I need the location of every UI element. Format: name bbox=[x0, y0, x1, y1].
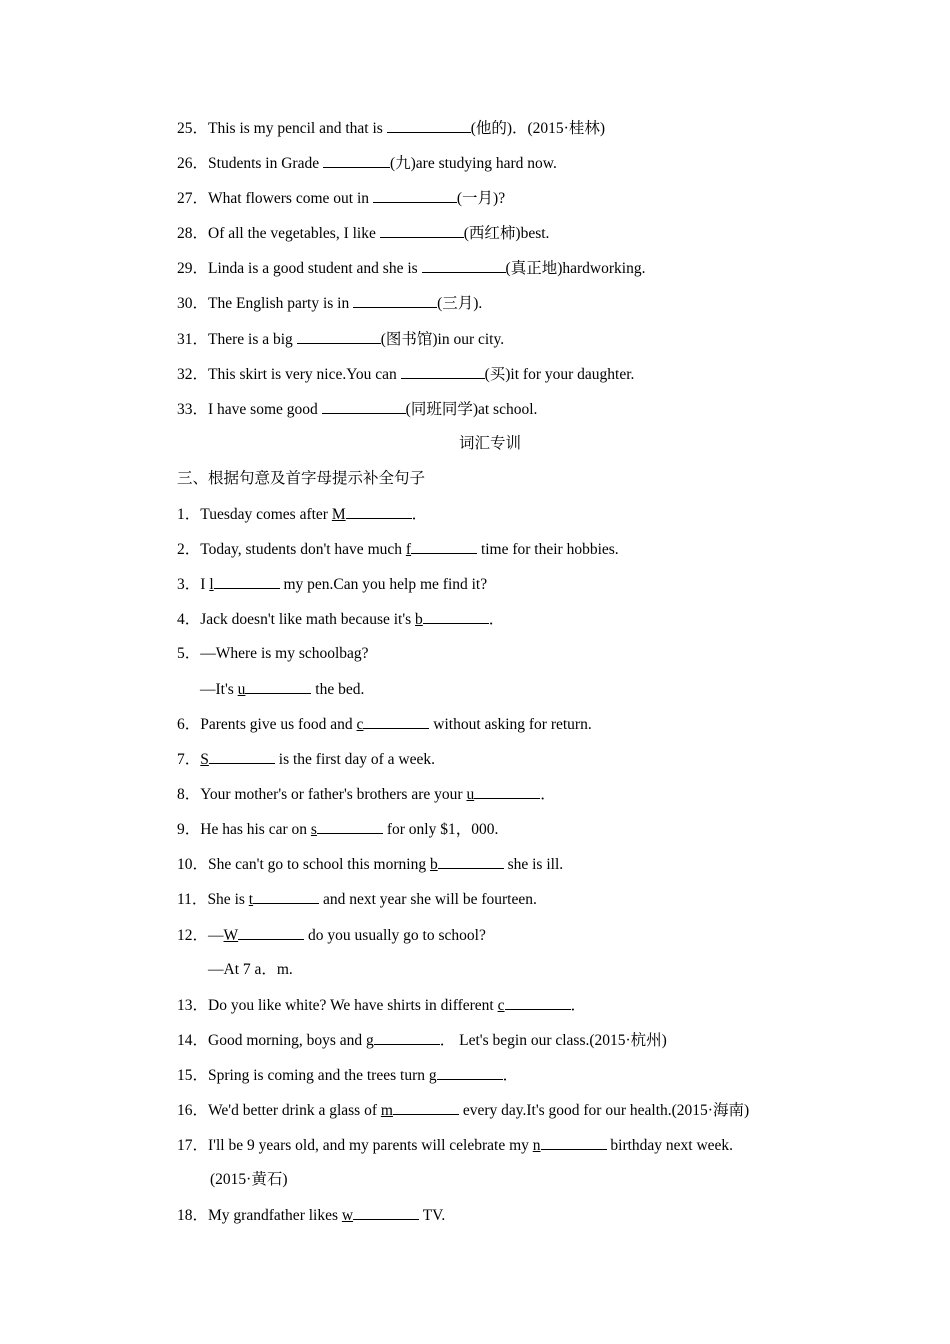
question-11: 11．She is t and next year she will be fourteen. bbox=[177, 891, 537, 908]
question-15: 15．Spring is coming and the trees turn g ． bbox=[177, 1067, 519, 1084]
answer-blank[interactable] bbox=[346, 504, 412, 519]
question-29: 29．Linda is a good student and she is (真正地)hardworking. bbox=[177, 260, 646, 277]
question-12: 12．—W do you usually go to school? bbox=[177, 927, 486, 944]
question-3: 3．I l my pen.Can you help me find it? bbox=[177, 576, 488, 593]
answer-blank[interactable] bbox=[505, 995, 571, 1010]
section-title: 词汇专训 bbox=[458, 435, 521, 452]
question-7: 7．S is the first day of a week. bbox=[177, 751, 436, 768]
question-25: 25．This is my pencil and that is (他的)．(2015·桂林) bbox=[177, 120, 605, 137]
part3-heading: 三、根据句意及首字母提示补全句子 bbox=[177, 470, 426, 487]
question-4: 4．Jack doesn't like math because it's b ． bbox=[177, 611, 505, 628]
question-14: 14．Good morning, boys and g ． Let's begin our class.(2015·杭州) bbox=[177, 1032, 667, 1049]
question-17-source: (2015·黄石) bbox=[210, 1171, 288, 1188]
answer-blank[interactable] bbox=[353, 1205, 419, 1220]
question-5-answer-line: —It's u the bed. bbox=[200, 681, 365, 698]
answer-blank[interactable] bbox=[245, 679, 311, 694]
answer-blank[interactable] bbox=[423, 609, 489, 624]
answer-blank[interactable] bbox=[317, 819, 383, 834]
answer-blank[interactable] bbox=[437, 1065, 503, 1080]
question-33: 33．I have some good (同班同学)at school. bbox=[177, 401, 538, 418]
question-13: 13．Do you like white? We have shirts in different c ． bbox=[177, 997, 587, 1014]
answer-blank[interactable] bbox=[322, 399, 406, 414]
answer-blank[interactable] bbox=[393, 1100, 459, 1115]
question-18: 18．My grandfather likes w TV. bbox=[177, 1207, 446, 1224]
answer-blank[interactable] bbox=[387, 118, 471, 133]
answer-blank[interactable] bbox=[253, 889, 319, 904]
answer-blank[interactable] bbox=[374, 1030, 440, 1045]
question-30: 30．The English party is in (三月). bbox=[177, 295, 483, 312]
answer-blank[interactable] bbox=[438, 854, 504, 869]
question-1: 1．Tuesday comes after M ． bbox=[177, 506, 428, 523]
answer-blank[interactable] bbox=[323, 153, 390, 168]
question-9: 9．He has his car on s for only $1，000. bbox=[177, 821, 499, 838]
answer-blank[interactable] bbox=[422, 258, 506, 273]
answer-blank[interactable] bbox=[238, 925, 304, 940]
question-31: 31．There is a big (图书馆)in our city. bbox=[177, 331, 505, 348]
question-16: 16．We'd better drink a glass of m every day.It's good for our health.(2015·海南) bbox=[177, 1102, 750, 1119]
answer-blank[interactable] bbox=[214, 574, 280, 589]
answer-blank[interactable] bbox=[541, 1135, 607, 1150]
answer-blank[interactable] bbox=[401, 364, 485, 379]
question-32: 32．This skirt is very nice.You can (买)it for your daughter. bbox=[177, 366, 635, 383]
answer-blank[interactable] bbox=[209, 749, 275, 764]
question-5: 5．—Where is my schoolbag? bbox=[177, 645, 369, 662]
question-10: 10．She can't go to school this morning b she is ill. bbox=[177, 856, 564, 873]
answer-blank[interactable] bbox=[380, 223, 464, 238]
question-2: 2．Today, students don't have much f time for their hobbies. bbox=[177, 541, 619, 558]
question-17: 17．I'll be 9 years old, and my parents will celebrate my n birthday next week. bbox=[177, 1137, 734, 1154]
question-26: 26．Students in Grade (九)are studying hard now. bbox=[177, 155, 557, 172]
question-12-answer-line: —At 7 a．m. bbox=[208, 961, 293, 978]
answer-blank[interactable] bbox=[411, 539, 477, 554]
question-28: 28．Of all the vegetables, I like (西红柿)best. bbox=[177, 225, 550, 242]
answer-blank[interactable] bbox=[353, 293, 437, 308]
answer-blank[interactable] bbox=[363, 714, 429, 729]
answer-blank[interactable] bbox=[373, 188, 457, 203]
question-8: 8．Your mother's or father's brothers are your u ． bbox=[177, 786, 556, 803]
answer-blank[interactable] bbox=[474, 784, 540, 799]
question-27: 27．What flowers come out in (一月)? bbox=[177, 190, 506, 207]
question-6: 6．Parents give us food and c without asking for return. bbox=[177, 716, 592, 733]
answer-blank[interactable] bbox=[297, 329, 381, 344]
